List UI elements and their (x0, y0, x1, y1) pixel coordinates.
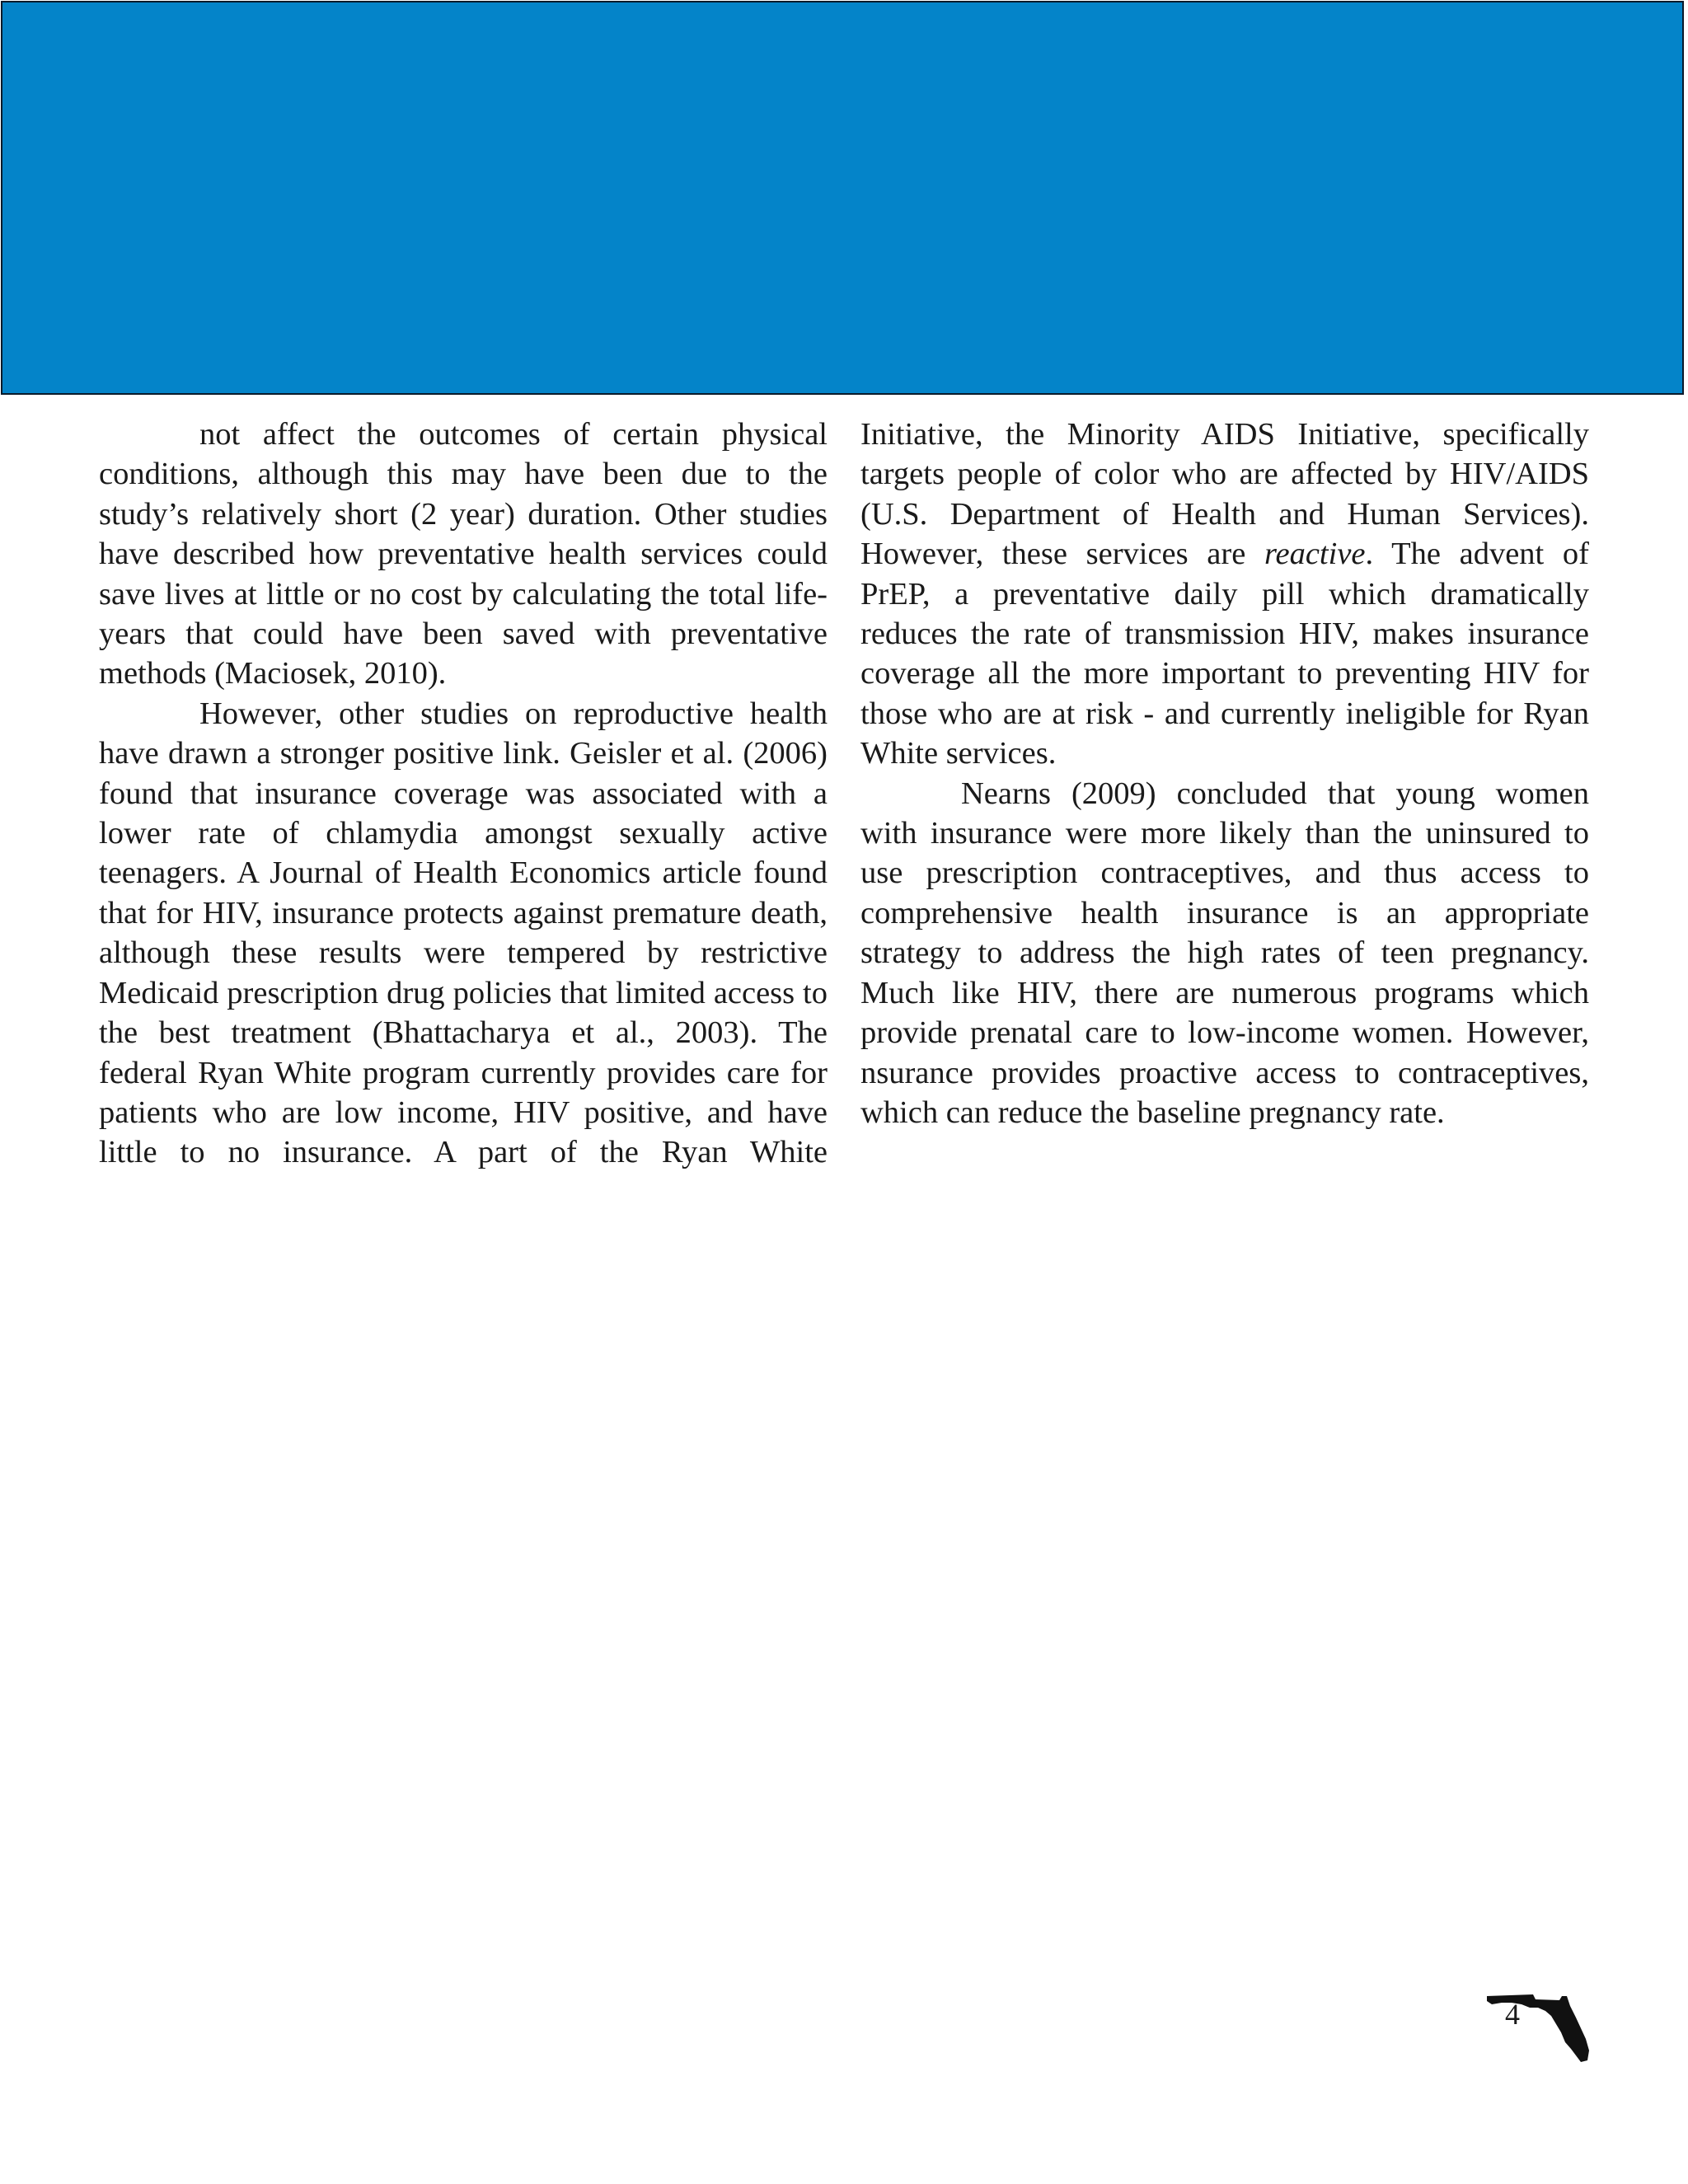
paragraph-text: . The advent of PrEP, a preventative daily pill which dramatically reduces the rate of transmission HIV, makes insurance coverage all the more important to preventing HIV for those who are at risk - and currently ineligible for Ryan White services. (860, 537, 1589, 771)
paragraph-continued: not affect the outcomes of certain physical conditions, although this may have been due to the study’s relatively short (2 year) duration. Other studies have described how preventative health services could save lives at little or no cost by calculating the total life-years that could have been saved with preventative methods (Maciosek, 2010). (99, 417, 828, 691)
emphasis-reactive: reactive (1264, 537, 1366, 572)
florida-state-silhouette-icon (1484, 1991, 1591, 2064)
header-color-band (1, 1, 1684, 395)
paragraph-text: Initiative, the Minority AIDS Initiative, specifically targets people of color who are affected by HIV/AIDS (U.S. Department of Health and Human Services). However, these services are (860, 417, 1589, 572)
page-number: 4 (1505, 1998, 1520, 2031)
paragraph-nearns: Nearns (2009) concluded that young women with insurance were more likely than the uninsured to use prescription contraceptives, and thus access to comprehensive health insurance is an appropriate strategy to address the high rates of teen pregnancy. Much like HIV, there are numerous programs which provide prenatal care to low-income women. However, nsurance provides proactive access to contraceptives, which can reduce the baseline pregnancy rate. (860, 776, 1589, 1130)
paragraph-reproductive-health: However, other studies on reproductive health have drawn a stronger positive link. Geisler et al. (2006) found that insurance coverage was associated with a lower rate of chlamydia amongst sexually active teenagers. A Journal of Health Economics article found that for HIV, insurance protects against premature death, although these results were tempered by restrictive Medicaid prescription drug policies that limited access to the best treatment (Bhattacharya et al., 2003). The federal Ryan White program currently provides care for patients who are low income, HIV positive, and have little to no insurance. A part of the Ryan White (99, 696, 828, 1170)
right-text-column (860, 415, 1589, 1132)
left-text-column (99, 415, 828, 1173)
paragraph-minority-aids-initiative (860, 415, 1589, 774)
